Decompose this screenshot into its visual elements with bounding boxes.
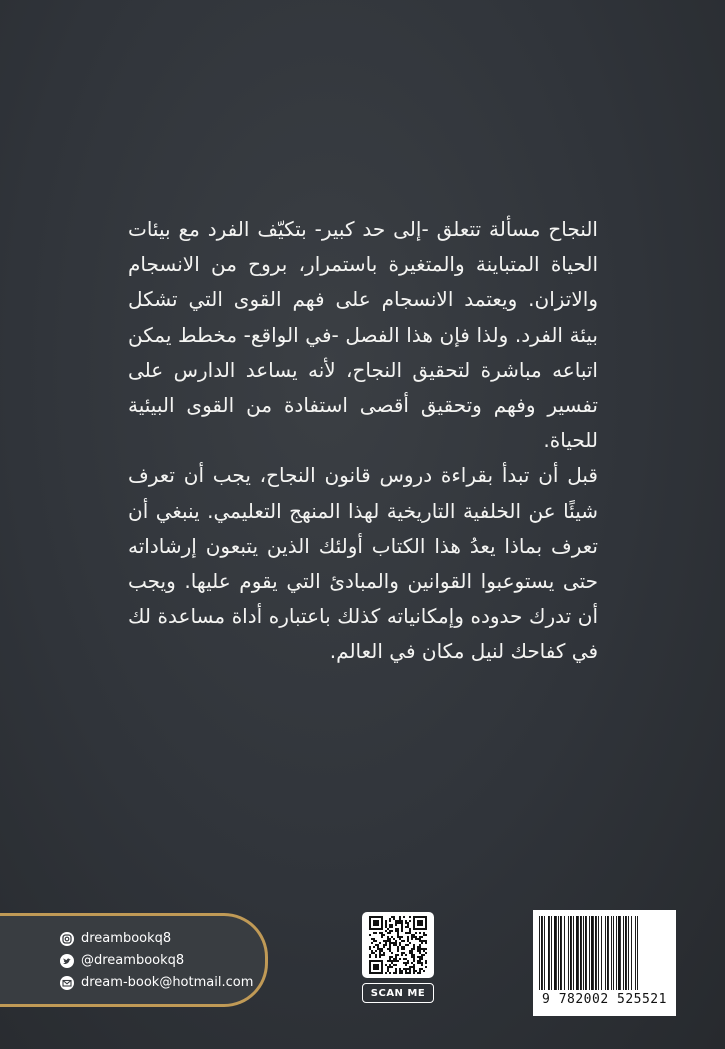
- twitter-row[interactable]: [60, 953, 184, 968]
- twitter-handle[interactable]: @dreambookq8: [81, 953, 185, 968]
- instagram-handle[interactable]: dreambookq8: [81, 931, 172, 946]
- email-icon: [60, 976, 74, 990]
- twitter-icon: [60, 954, 74, 968]
- email-address[interactable]: dream-book@hotmail.com: [81, 975, 254, 990]
- email-row[interactable]: [60, 975, 253, 990]
- isbn-barcode: [533, 910, 676, 1016]
- blurb-paragraph-1: النجاح مسألة تتعلق -إلى حد كبير- بتكيّف الفرد مع بيئات الحياة المتباينة والمتغيرة باستمرار، بروح من الانسجام والاتزان. ويعتمد الانسجام على فهم القوى التي تشكل بيئة الفرد. ولذا فإن هذا الفصل -في الواقع- مخطط يمكن اتباعه مباشرة لتحقيق النجاح، لأنه يساعد الدارس على تفسير وفهم وتحقيق أقصى استفادة من القوى البيئية للحياة.: [128, 217, 598, 453]
- blurb-paragraph-2: قبل أن تبدأ بقراءة دروس قانون النجاح، يجب أن تعرف شيئًا عن الخلفية التاريخية لهذا المنهج التعليمي. ينبغي أن تعرف بماذا يعدُ هذا الكتاب أولئك الذين يتبعون إرشاداته حتى يستوعبوا القوانين والمبادئ التي يقوم عليها. ويجب أن تدرك حدوده وإمكانياته كذلك باعتباره أداة مساعدة لك في كفاحك لنيل مكان في العالم.: [128, 463, 598, 664]
- instagram-icon: [60, 932, 74, 946]
- qr-code-block[interactable]: [362, 912, 436, 1016]
- instagram-row[interactable]: [60, 931, 171, 946]
- qr-code[interactable]: [362, 912, 434, 978]
- isbn-number: 9 782002 525521: [542, 992, 667, 1007]
- contact-panel: [0, 913, 268, 1007]
- blurb-text: [128, 212, 598, 670]
- scan-me-label: SCAN ME: [362, 983, 434, 1003]
